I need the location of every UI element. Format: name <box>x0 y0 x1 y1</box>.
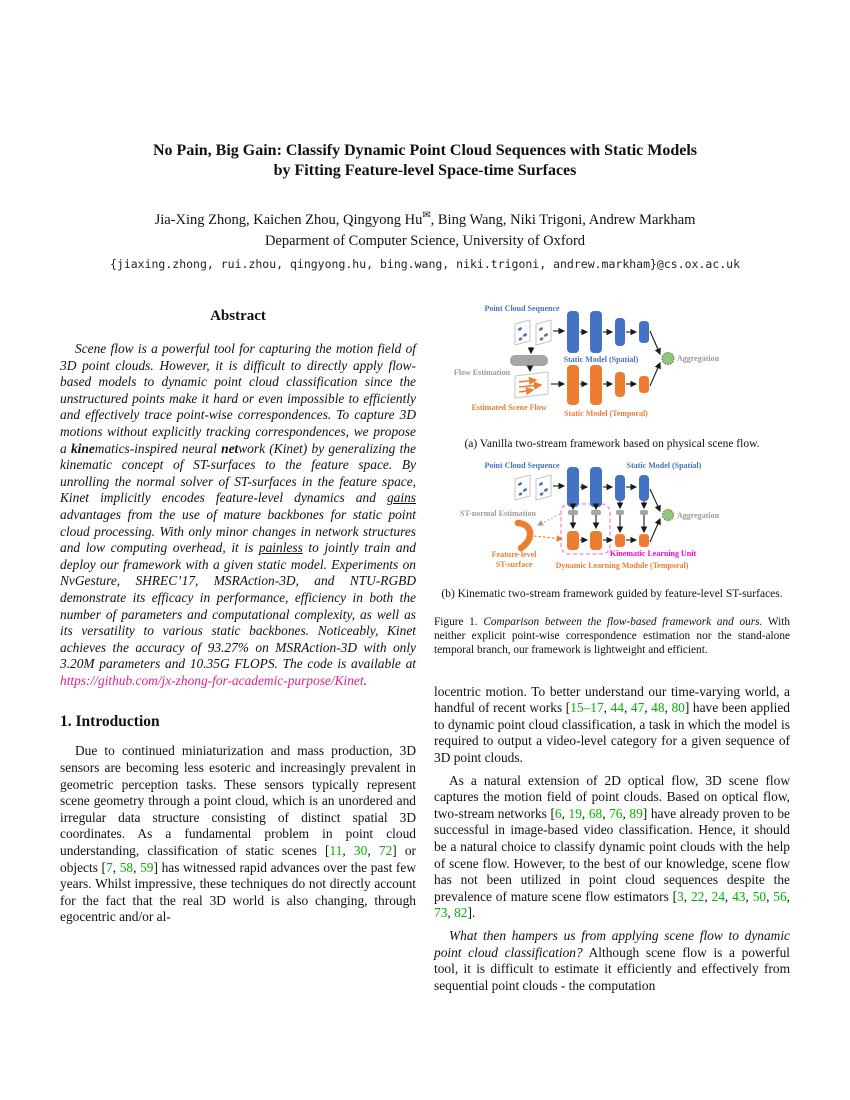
citation[interactable]: 76 <box>609 805 623 821</box>
citation[interactable]: 44 <box>610 700 624 716</box>
paper-header <box>0 141 850 271</box>
body-paragraph-2 <box>434 773 790 922</box>
label-static-model-spatial: Static Model (Spatial) <box>563 355 639 364</box>
section-heading-introduction: 1. Introduction <box>60 713 160 731</box>
label-aggregation: Aggregation <box>677 354 720 363</box>
left-column <box>60 300 416 932</box>
text-run: , <box>602 805 610 821</box>
label-point-cloud-sequence: Point Cloud Sequence <box>484 304 560 313</box>
text-run: Scene flow is a powerful tool for capturing the motion field of 3D point clouds. However, it is difficult to directly apply flow-based models to dynamic point cloud classification since the unstructured points make it hard or even impossible to efficiently and effectively trace point-wise correspondences. To capture 3D motions without explicitly tracking correspondences, we propose a <box>60 341 416 456</box>
citation[interactable]: 19 <box>568 805 582 821</box>
citation[interactable]: 58 <box>119 859 134 875</box>
text-run: , <box>603 700 611 716</box>
text-run: gains <box>386 490 416 506</box>
citation[interactable]: 59 <box>140 859 154 875</box>
text-run: ]. <box>467 905 476 921</box>
citation[interactable]: 24 <box>711 888 725 904</box>
label-feature-level-st-surface <box>476 550 552 570</box>
body-paragraph-1 <box>434 684 790 767</box>
abstract-text <box>60 341 416 689</box>
affiliation: Deparment of Computer Science, University of Oxford <box>264 232 586 249</box>
label-point-cloud-sequence: Point Cloud Sequence <box>484 461 560 470</box>
label-static-model-spatial: Static Model (Spatial) <box>626 461 702 470</box>
citation[interactable]: 47 <box>630 700 645 716</box>
label-estimated-scene-flow: Estimated Scene Flow <box>471 403 547 412</box>
aggregation-node <box>662 353 674 365</box>
label-dynamic-learning-module: Dynamic Learning Module (Temporal) <box>555 561 689 570</box>
text-run: ] or objects [ <box>60 843 416 875</box>
citation[interactable]: 73 <box>434 905 448 921</box>
text-run: advantages from the use of mature backbones for static point cloud processing. With only minor changes in network structures and low computing overhead, it is <box>60 506 416 556</box>
label-st-surface: ST-surface <box>495 560 533 569</box>
text-run: , <box>112 859 120 875</box>
citation[interactable]: 22 <box>690 888 705 904</box>
point-cloud-frames-icon <box>515 320 551 345</box>
label-kinematic-learning-unit: Kinematic Learning Unit <box>609 549 697 558</box>
text-run: , <box>745 888 753 904</box>
text-run: kine <box>70 440 95 456</box>
text-run: locentric motion. To better understand our time-varying world, a handful of recent works [ <box>434 683 790 716</box>
text-run: , <box>786 888 791 904</box>
intro-paragraph <box>60 743 416 926</box>
text-run: What then hampers us from applying scene flow to dynamic point cloud classification? <box>434 927 790 960</box>
text-run: Due to continued miniaturization and mass production, 3D sensors are becoming less esoteric and increasingly prevalent in geometric perception tasks. These sensors typically represent scene geometry through a point cloud, which is an unordered and irregular data structure consisting of distinct spatial 3D coordinates. As a fundamental problem in point cloud understanding, classification of static scenes [ <box>60 743 416 859</box>
text-run: to jointly train and deploy our framework with a given static model. Experiments on NvGesture, SHREC’17, MSRAction-3D, and NTU-RGBD demonstrate its efficacy in performance, efficiency in both the number of parameters and computational complexity, as well as its versatility to various static backbones. Noticeably, Kinet achieves the accuracy of 93.27% on MSRAction-3D with only 3.20M parameters and 10.35G FLOPS. The code is available at <box>60 540 416 672</box>
static-model-temporal-bars <box>567 365 649 405</box>
figure-1-caption <box>434 615 790 658</box>
text-run: , <box>664 700 672 716</box>
paper-title <box>0 141 850 181</box>
title-line-2: by Fitting Feature-level Space-time Surfaces <box>273 162 577 179</box>
author-line <box>0 210 850 229</box>
st-normal-connectors <box>568 510 648 515</box>
github-code-link[interactable]: https://github.com/jx-zhong-for-academic-purpose/Kinet <box>60 672 364 688</box>
text-run: , <box>622 805 630 821</box>
citation[interactable]: 11 <box>329 843 343 859</box>
figure-1a-diagram <box>434 302 790 424</box>
citation[interactable]: 15–17 <box>570 700 604 716</box>
label-feature-level: Feature-level <box>491 550 537 559</box>
right-column-text <box>434 684 790 995</box>
text-run: work (Kinet) by generalizing the kinematic concept of ST-surfaces to the feature space. By unrolling the normal solver of ST-surfaces in the feature space, Kinet implicitly encodes feature-level dynamics and <box>60 440 417 506</box>
aggregation-node <box>663 510 674 521</box>
label-flow-estimation: Flow Estimation <box>453 368 511 377</box>
right-column <box>434 300 790 1000</box>
text-run: Figure 1. <box>434 616 484 628</box>
text-run: ] have been applied to dynamic point cloud classification, a task in which the model is required to output a video-level category for a given sequence of 3D point clouds. <box>434 700 790 765</box>
text-run: , <box>683 888 691 904</box>
label-static-model-temporal: Static Model (Temporal) <box>564 409 648 418</box>
text-run: ] have already proven to be successful in image-based video classification. Hence, it should be a natural choice to classify dynamic point clouds with the help of scene flow. However, to the best of our knowledge, scene flow has not been utilized in point cloud sequences despite the prevalence of mature scene flow estimators [ <box>434 805 790 904</box>
text-run: , <box>133 859 141 875</box>
text-run: , <box>623 700 631 716</box>
text-run: Comparison between the flow-based framework and ours. <box>483 616 763 628</box>
figure-1b-caption: (b) Kinematic two-stream framework guided by feature-level ST-surfaces. <box>441 588 783 600</box>
citation[interactable]: 50 <box>752 888 767 904</box>
text-run: , <box>561 805 569 821</box>
figure-1 <box>434 302 790 658</box>
email-line: {jiaxing.zhong, rui.zhou, qingyong.hu, bing.wang, niki.trigoni, andrew.markham}@cs.ox.ac.uk <box>109 256 741 271</box>
text-run: With neither explicit point-wise correspondence estimation nor the stand-alone temporal branch, our framework is lightweight and efficient. <box>434 616 790 657</box>
citation[interactable]: 68 <box>588 805 603 821</box>
text-run: , <box>644 700 652 716</box>
citation[interactable]: 7 <box>106 859 113 875</box>
label-aggregation: Aggregation <box>677 511 720 520</box>
corresponding-author-envelope-icon: ✉ <box>422 210 431 221</box>
text-run: , <box>581 805 589 821</box>
citation[interactable]: 56 <box>773 888 787 904</box>
figure-1b-diagram <box>434 462 790 574</box>
text-run: net <box>221 440 239 456</box>
citation[interactable]: 43 <box>732 888 746 904</box>
citation[interactable]: 48 <box>651 700 665 716</box>
text-run: , <box>342 843 354 859</box>
text-run: , <box>766 888 774 904</box>
citation[interactable]: 30 <box>353 843 368 859</box>
text-run: , <box>447 905 455 921</box>
text-run: , <box>724 888 733 904</box>
text-run: As a natural extension of 2D optical flow, 3D scene flow captures the motion field of point clouds. Based on optical flow, two-stream networks [ <box>434 772 790 821</box>
abstract-heading: Abstract <box>210 308 266 324</box>
point-cloud-frames-icon <box>515 475 551 500</box>
citation[interactable]: 89 <box>629 805 643 821</box>
title-line-1: No Pain, Big Gain: Classify Dynamic Point Cloud Sequences with Static Models <box>152 142 698 159</box>
body-paragraph-3 <box>434 928 790 994</box>
citation[interactable]: 72 <box>378 843 393 859</box>
citation[interactable]: 82 <box>454 905 468 921</box>
text-run: , <box>367 843 379 859</box>
text-run: , <box>704 888 712 904</box>
text-run: . <box>363 672 367 688</box>
text-run: , Bing Wang, Niki Trigoni, Andrew Markham <box>430 211 696 228</box>
text-run: painless <box>258 540 303 556</box>
label-st-normal-estimation: ST-normal Estimation <box>460 509 536 518</box>
text-run: matics-inspired neural <box>94 440 222 456</box>
citation[interactable]: 80 <box>671 700 685 716</box>
text-run: Although scene flow is a powerful tool, it is difficult to estimate it efficiently and effectively from sequential point clouds - the computation <box>434 944 790 993</box>
figure-1a-caption: (a) Vanilla two-stream framework based on physical scene flow. <box>464 438 760 450</box>
feature-level-st-surface-icon <box>518 523 530 548</box>
text-run: Jia-Xing Zhong, Kaichen Zhou, Qingyong Hu <box>154 211 423 228</box>
st-surface-dotted-arrow <box>534 536 562 539</box>
citation[interactable]: 3 <box>677 888 684 904</box>
vertical-connector-arrows <box>573 501 644 532</box>
text-run: ] has witnessed rapid advances over the past few years. Whilst impressive, these techniques do not directly account for the fact that the real 3D world is also changing, through egocentric and/or al- <box>60 859 417 925</box>
citation[interactable]: 6 <box>554 805 562 821</box>
